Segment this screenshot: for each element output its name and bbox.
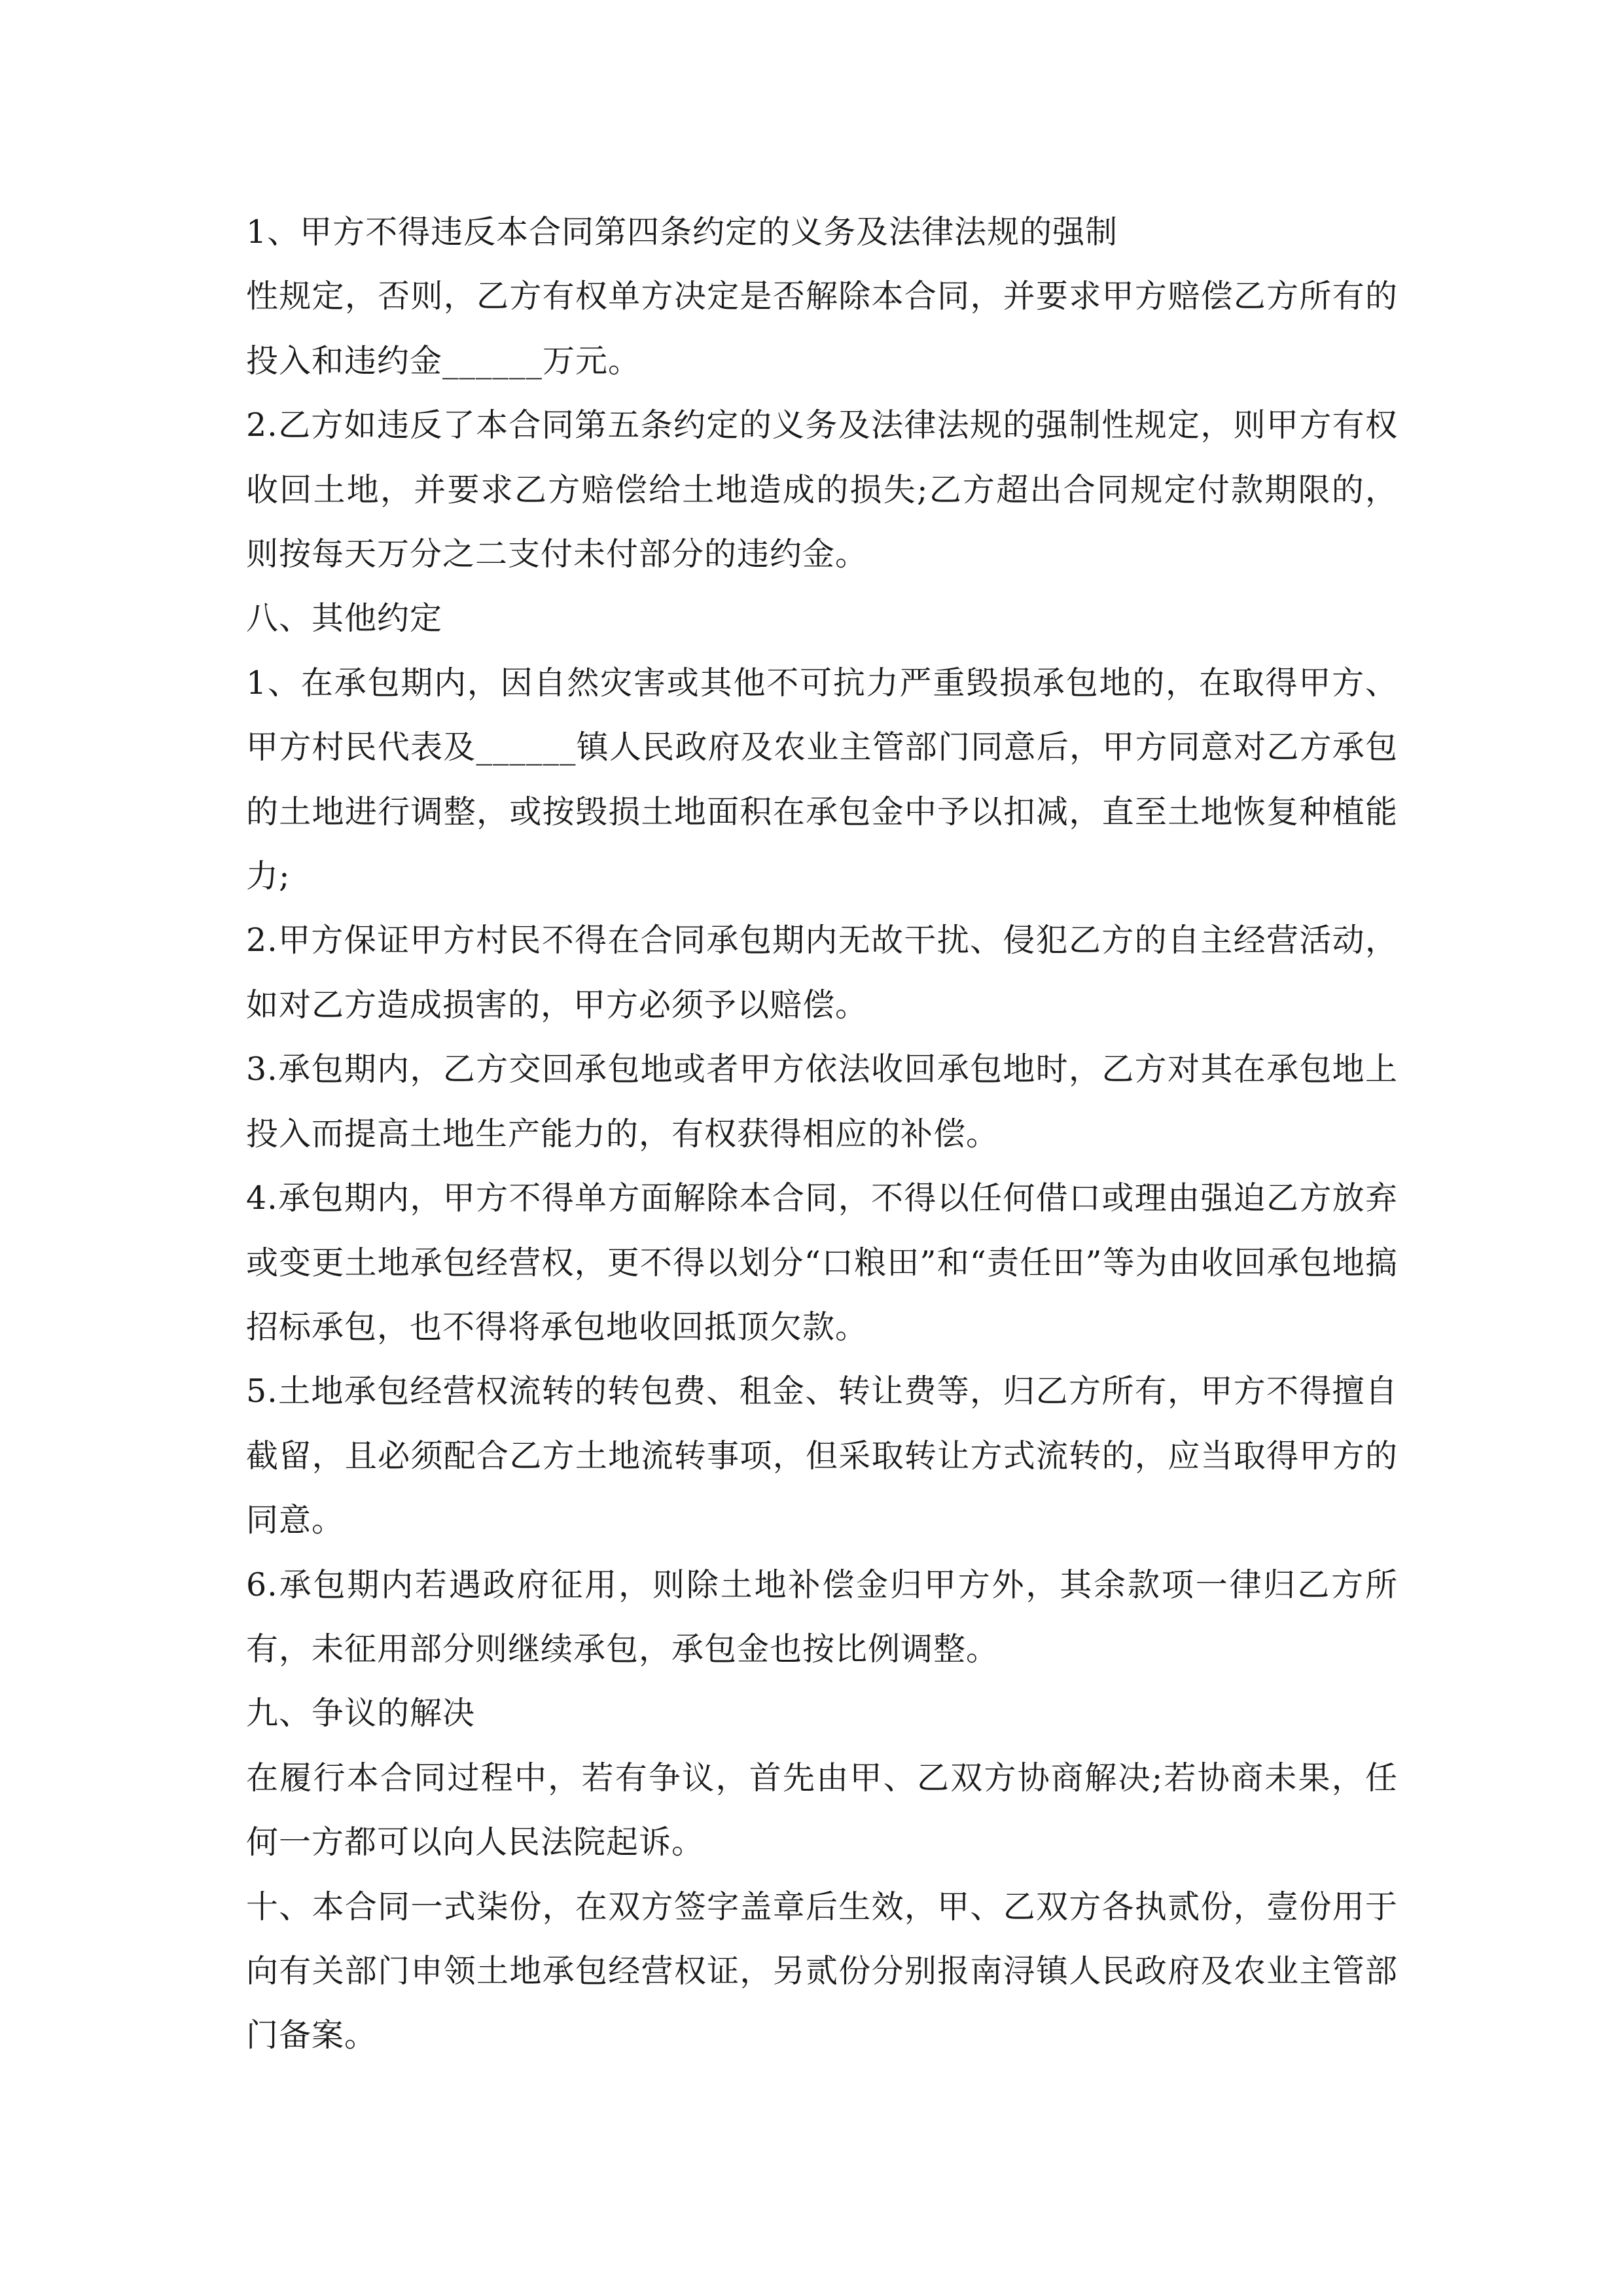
clause-paragraph: 1、在承包期内，因自然灾害或其他不可抗力严重毁损承包地的，在取得甲方、甲方村民代表及______镇人民政府及农业主管部门同意后，甲方同意对乙方承包的土地进行调整，或按毁损土地面积在承包金中予以扣减，直至土地恢复种植能力; (246, 664, 1398, 895)
clause-paragraph: 2.甲方保证甲方村民不得在合同承包期内无故干扰、侵犯乙方的自主经营活动，如对乙方造成损害的，甲方必须予以赔偿。 (246, 922, 1398, 1024)
document-body (246, 200, 1398, 2068)
clause-paragraph: 1、甲方不得违反本合同第四条约定的义务及法律法规的强制 (246, 213, 1118, 251)
clause-paragraph: 3.承包期内，乙方交回承包地或者甲方依法收回承包地时，乙方对其在承包地上投入而提高土地生产能力的，有权获得相应的补偿。 (246, 1050, 1398, 1153)
clause-paragraph: 2.乙方如违反了本合同第五条约定的义务及法律法规的强制性规定，则甲方有权收回土地，并要求乙方赔偿给土地造成的损失;乙方超出合同规定付款期限的，则按每天万分之二支付未付部分的违约金。 (246, 406, 1398, 573)
clause-paragraph: 5.土地承包经营权流转的转包费、租金、转让费等，归乙方所有，甲方不得擅自截留，且必须配合乙方土地流转事项，但采取转让方式流转的，应当取得甲方的同意。 (246, 1372, 1398, 1539)
section-heading: 九、争议的解决 (246, 1695, 476, 1732)
clause-paragraph: 4.承包期内，甲方不得单方面解除本合同，不得以任何借口或理由强迫乙方放弃或变更土地承包经营权，更不得以划分“口粮田”和“责任田”等为由收回承包地搞招标承包，也不得将承包地收回抵顶欠款。 (246, 1179, 1398, 1346)
clause-paragraph: 在履行本合同过程中，若有争议，首先由甲、乙双方协商解决;若协商未果，任何一方都可以向人民法院起诉。 (246, 1759, 1398, 1861)
section-heading: 八、其他约定 (246, 600, 443, 637)
clause-paragraph: 6.承包期内若遇政府征用，则除土地补偿金归甲方外，其余款项一律归乙方所有，未征用部分则继续承包，承包金也按比例调整。 (246, 1566, 1398, 1668)
clause-paragraph: 性规定，否则，乙方有权单方决定是否解除本合同，并要求甲方赔偿乙方所有的投入和违约金______万元。 (246, 278, 1398, 380)
clause-paragraph: 十、本合同一式柒份，在双方签字盖章后生效，甲、乙双方各执贰份，壹份用于向有关部门申领土地承包经营权证，另贰份分别报南浔镇人民政府及农业主管部门备案。 (246, 1888, 1398, 2054)
